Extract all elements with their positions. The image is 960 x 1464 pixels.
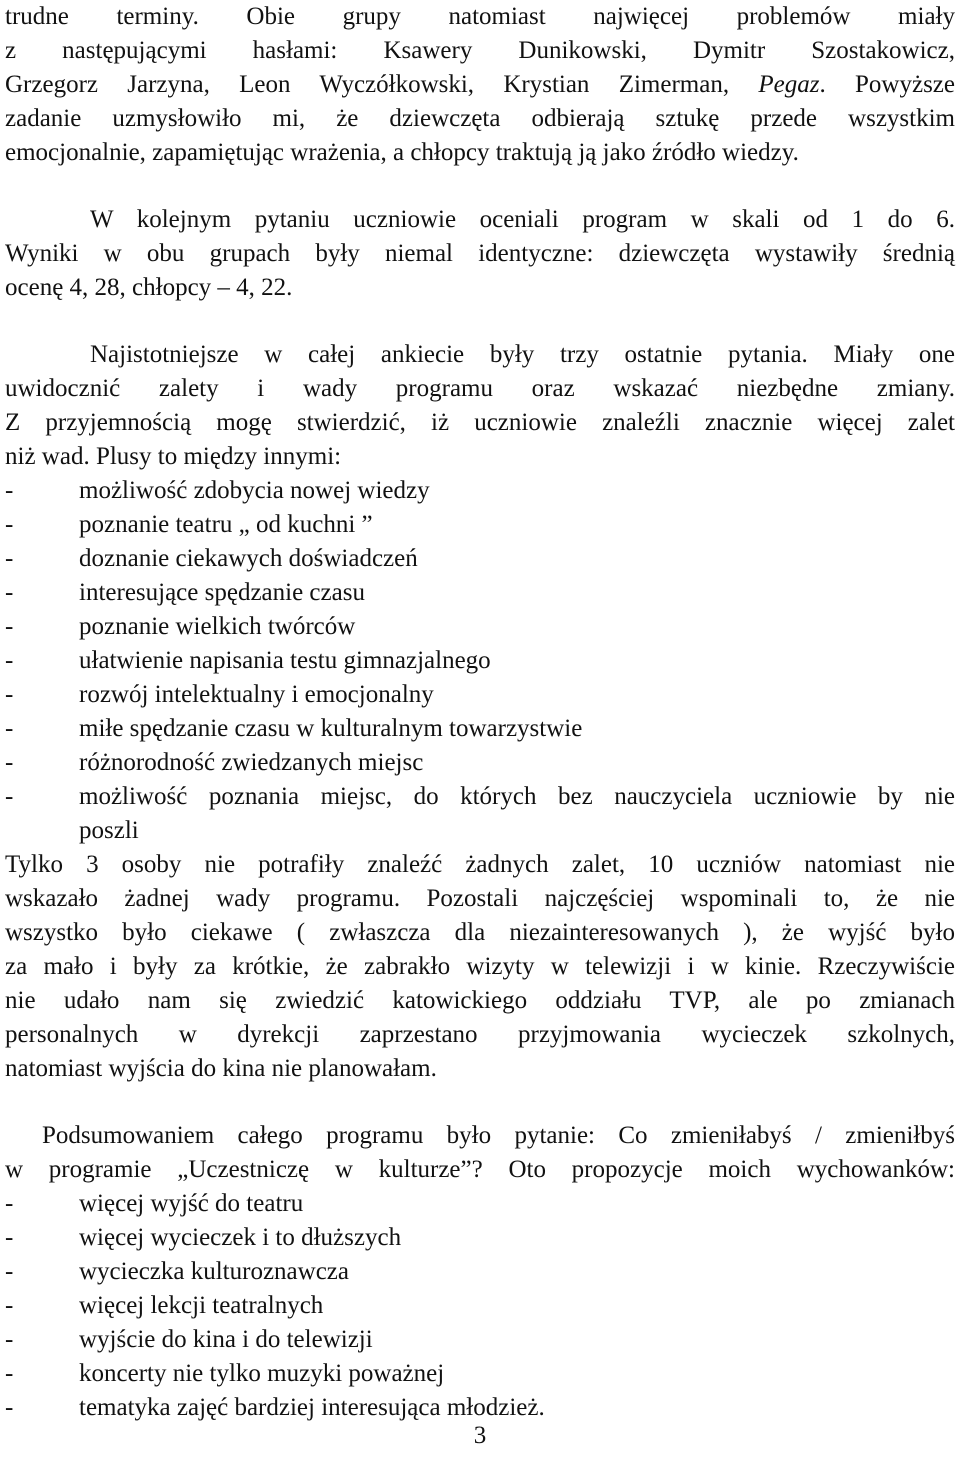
text-line: zadanie uzmysłowiło mi, że dziewczęta odbierają sztukę przede wszystkim <box>5 105 955 132</box>
list-item <box>5 780 955 814</box>
text-line: uwidocznić zalety i wady programu oraz wskazać niezbędne zmiany. <box>5 375 955 402</box>
list-item-continuation: poszli <box>79 817 139 844</box>
paragraph-1 <box>5 0 955 170</box>
list-item-text: doznanie ciekawych doświadczeń <box>79 545 418 572</box>
bullet-dash: - <box>5 1360 14 1387</box>
text-line: Tylko 3 osoby nie potrafiły znaleźć żadnych zalet, 10 uczniów natomiast nie <box>5 851 955 878</box>
bullet-dash: - <box>5 1224 14 1251</box>
list-item <box>5 1187 955 1221</box>
bullet-dash: - <box>5 579 14 606</box>
list-item-text: koncerty nie tylko muzyki poważnej <box>79 1360 445 1387</box>
bullet-dash: - <box>5 715 14 742</box>
bullet-dash: - <box>5 1292 14 1319</box>
list-item <box>5 1323 955 1357</box>
list-item-text: różnorodność zwiedzanych miejsc <box>79 749 424 776</box>
text-line: wszystko było ciekawe ( zwłaszcza dla niezainteresowanych ), że wyjść było <box>5 919 955 946</box>
list-item <box>5 746 955 780</box>
bullet-dash: - <box>5 1258 14 1285</box>
text-line: w programie „Uczestniczę w kulturze”? Oto propozycje moich wychowanków: <box>5 1156 955 1183</box>
text-line: Najistotniejsze w całej ankiecie były trzy ostatnie pytania. Miały one <box>90 341 955 368</box>
list-item <box>5 1221 955 1255</box>
list-item <box>5 1289 955 1323</box>
bullet-dash: - <box>5 545 14 572</box>
list-item <box>5 1357 955 1391</box>
bullet-dash: - <box>5 647 14 674</box>
bullet-dash: - <box>5 511 14 538</box>
list-item-text: poznanie wielkich twórców <box>79 613 356 640</box>
text-line: Wyniki w obu grupach były niemal identyczne: dziewczęta wystawiły średnią <box>5 240 955 267</box>
text-line: za mało i były za krótkie, że zabrakło wizyty w telewizji i w kinie. Rzeczywiście <box>5 953 955 980</box>
text-line <box>5 68 955 102</box>
proposals-list <box>5 1187 955 1425</box>
list-item-text: więcej lekcji teatralnych <box>79 1292 324 1319</box>
text-span: . Powyższe <box>819 71 955 98</box>
list-item <box>5 712 955 746</box>
text-line: personalnych w dyrekcji zaprzestano przyjmowania wycieczek szkolnych, <box>5 1021 955 1048</box>
text-line: emocjonalnie, zapamiętując wrażenia, a chłopcy traktują ją jako źródło wiedzy. <box>5 139 799 166</box>
bullet-dash: - <box>5 783 14 810</box>
advantages-list <box>5 474 955 848</box>
list-item <box>5 576 955 610</box>
text-line: wskazało żadnej wady programu. Pozostali najczęściej wspominali to, że nie <box>5 885 955 912</box>
italic-term: Pegaz <box>758 71 820 98</box>
text-line: nie udało nam się zwiedzić katowickiego oddziału TVP, ale po zmianach <box>5 987 955 1014</box>
bullet-dash: - <box>5 749 14 776</box>
text-line: niż wad. Plusy to między innymi: <box>5 443 342 470</box>
list-item <box>5 644 955 678</box>
text-line: Z przyjemnością mogę stwierdzić, iż uczniowie znaleźli znacznie więcej zalet <box>5 409 955 436</box>
list-item-text: poznanie teatru „ od kuchni ” <box>79 511 373 538</box>
text-span: Grzegorz Jarzyna, Leon Wyczółkowski, Krystian Zimerman, <box>5 71 759 98</box>
paragraph-3 <box>5 338 955 474</box>
text-line: z następującymi hasłami: Ksawery Dunikowski, Dymitr Szostakowicz, <box>5 37 955 64</box>
list-item <box>5 1255 955 1289</box>
document-page <box>5 0 955 1425</box>
list-item-text: możliwość poznania miejsc, do których bez nauczyciela uczniowie by nie <box>79 783 955 810</box>
text-line: W kolejnym pytaniu uczniowie oceniali program w skali od 1 do 6. <box>90 206 955 233</box>
list-item-text: rozwój intelektualny i emocjonalny <box>79 681 434 708</box>
list-item <box>5 1391 955 1425</box>
bullet-dash: - <box>5 1394 14 1421</box>
bullet-dash: - <box>5 477 14 504</box>
list-item <box>5 474 955 508</box>
list-item <box>5 610 955 644</box>
paragraph-4 <box>5 848 955 1086</box>
bullet-dash: - <box>5 1190 14 1217</box>
list-item-text: wycieczka kulturoznawcza <box>79 1258 349 1285</box>
page-number: 3 <box>473 1422 487 1449</box>
list-item <box>5 542 955 576</box>
text-line: Podsumowaniem całego programu było pytanie: Co zmieniłabyś / zmieniłbyś <box>42 1122 955 1149</box>
list-item <box>5 678 955 712</box>
paragraph-5 <box>5 1119 955 1187</box>
list-item-text: tematyka zajęć bardziej interesująca młodzież. <box>79 1394 545 1421</box>
list-item-text: możliwość zdobycia nowej wiedzy <box>79 477 430 504</box>
bullet-dash: - <box>5 1326 14 1353</box>
list-item <box>5 508 955 542</box>
list-item-text: ułatwienie napisania testu gimnazjalnego <box>79 647 491 674</box>
paragraph-2 <box>5 203 955 305</box>
list-item-text: więcej wycieczek i to dłuższych <box>79 1224 402 1251</box>
text-line: trudne terminy. Obie grupy natomiast najwięcej problemów miały <box>5 3 955 30</box>
bullet-dash: - <box>5 613 14 640</box>
bullet-dash: - <box>5 681 14 708</box>
list-item-text: interesujące spędzanie czasu <box>79 579 365 606</box>
text-line: ocenę 4, 28, chłopcy – 4, 22. <box>5 274 293 301</box>
list-item-text: więcej wyjść do teatru <box>79 1190 304 1217</box>
list-item-text: wyjście do kina i do telewizji <box>79 1326 373 1353</box>
list-item-text: miłe spędzanie czasu w kulturalnym towarzystwie <box>79 715 583 742</box>
text-line: natomiast wyjścia do kina nie planowałam. <box>5 1055 437 1082</box>
